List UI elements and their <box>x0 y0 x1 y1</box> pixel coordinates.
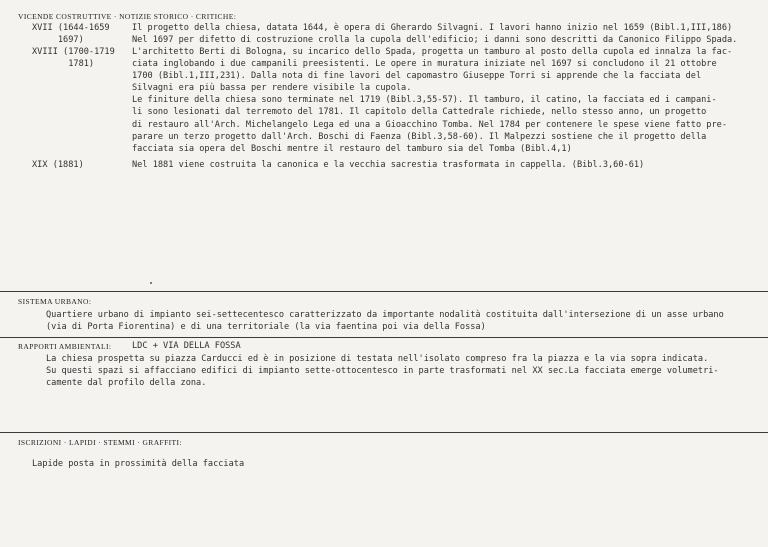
text-line: Quartiere urbano di impianto sei-settecentesco caratterizzato da importante nodalità costituita dall'intersezione di un asse urbano <box>46 310 724 320</box>
section-divider <box>0 291 768 292</box>
text-line: La chiesa prospetta su piazza Carducci ed è in posizione di testata nell'isolato compreso fra la piazza e la via sopra indicata. <box>46 354 709 364</box>
section-divider <box>0 337 768 338</box>
ink-speck <box>150 282 152 284</box>
section-header-iscrizioni: ISCRIZIONI · LAPIDI · STEMMI · GRAFFITI: <box>18 438 182 447</box>
text-line: facciata sia opera del Boschi mentre il restauro del tamburo sia del Tomba (Bibl.4,1) <box>132 143 572 154</box>
period-line: XVIII (1700-1719 <box>32 47 115 57</box>
text-line: ciata inglobando i due campanili preesistenti. Le opere in muratura iniziate nel 1697 si concludono il 21 ottobre <box>132 59 717 70</box>
period-line: XVII (1644-1659 <box>32 23 110 33</box>
period-line: XIX (1881) <box>32 160 84 170</box>
text-line: camente dal profilo della zona. <box>46 378 207 389</box>
text-line: Lapide posta in prossimità della facciata <box>32 459 245 469</box>
text-line: Nel 1697 per difetto di costruzione crolla la cupola dell'edificio; i danni sono descritti da Canonico Filippo Spada. <box>132 35 738 46</box>
entry-text <box>132 46 732 155</box>
period-line: 1781) <box>32 59 95 70</box>
period-line: 1697) <box>32 35 84 46</box>
section-header-rapporti: RAPPORTI AMBIENTALI: <box>18 342 112 351</box>
text-line: Nel 1881 viene costruita la canonica e la vecchia sacrestia trasformata in cappella. (Bibl.3,60-61) <box>132 160 645 170</box>
rapporti-text <box>46 353 719 389</box>
text-line: Il progetto della chiesa, datata 1644, è opera di Gherardo Silvagni. I lavori hanno inizio nel 1659 (Bibl.1,III,186) <box>132 23 733 33</box>
entry-text <box>132 22 737 46</box>
period-label <box>32 22 110 46</box>
section-header-sistema: SISTEMA URBANO: <box>18 297 92 306</box>
period-label <box>32 159 84 171</box>
text-line: (via di Porta Fiorentina) e di una territoriale (la via faentina poi via della Fossa) <box>46 322 486 333</box>
entry-text <box>132 159 644 171</box>
sistema-text <box>46 309 724 333</box>
section-divider <box>0 432 768 433</box>
text-line: Silvagni era più bassa per rendere visibile la cupola. <box>132 83 412 94</box>
text-line: Su questi spazi si affacciano edifici di impianto sette-ottocentesco in parte trasformati nel XX sec.La facciata emerge volumetri- <box>46 366 719 377</box>
text-line: 1700 (Bibl.1,III,231). Dalla nota di fine lavori del capomastro Giuseppe Torri si apprende che la facciata del <box>132 71 702 82</box>
section-header-vicende: VICENDE COSTRUTTIVE · NOTIZIE STORICO · CRITICHE: <box>18 12 237 21</box>
iscrizioni-text <box>32 458 244 470</box>
rapporti-title: LDC + VIA DELLA FOSSA <box>132 341 241 351</box>
text-line: L'architetto Berti di Bologna, su incarico dello Spada, progetta un tamburo al posto della cupola ed innalza la fac- <box>132 47 733 57</box>
text-line: Le finiture della chiesa sono terminate nel 1719 (Bibl.3,55-57). Il tamburo, il catino, la facciata ed i campani- <box>132 95 717 106</box>
text-line: parare un terzo progetto dall'Arch. Boschi di Faenza (Bibl.3,58-60). Il Malpezzi sostiene che il progetto della <box>132 131 707 142</box>
text-line: di restauro all'Arch. Michelangelo Lega ed una a Gioacchino Tomba. Nel 1784 per contenere le spese viene fatto pre- <box>132 119 727 130</box>
period-label <box>32 46 115 70</box>
text-line: li sono lesionati dal terremoto del 1781. Il capitolo della Cattedrale richiede, nello stesso anno, un progetto <box>132 107 707 118</box>
